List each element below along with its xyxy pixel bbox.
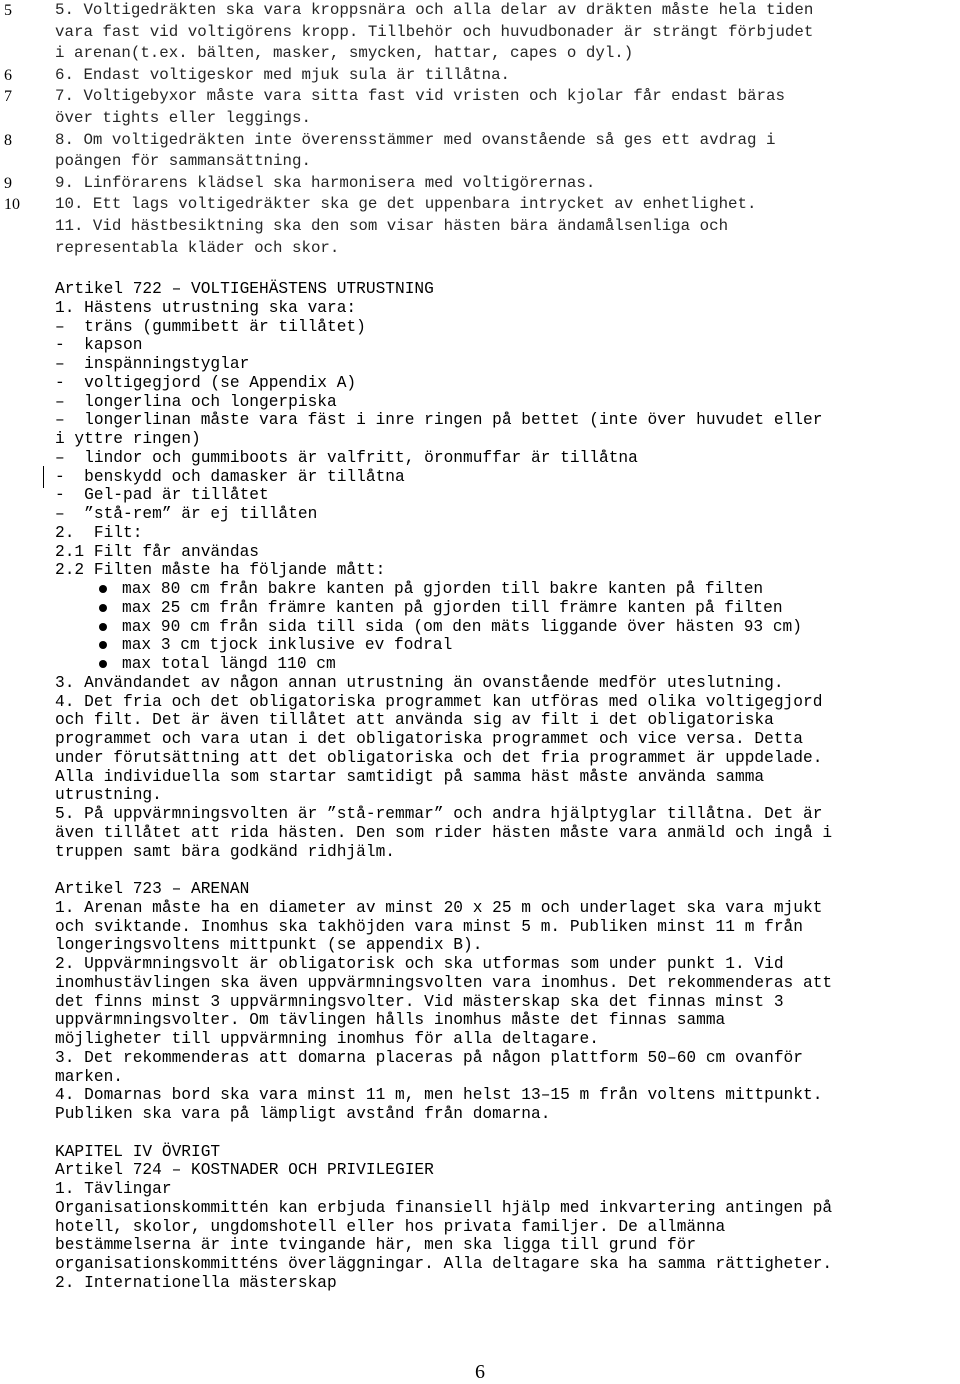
- list-item: i yttre ringen): [55, 430, 201, 448]
- article-722-heading: Artikel 722 – VOLTIGEHÄSTENS UTRUSTNING: [55, 280, 434, 298]
- text-line: under förutsättning att det obligatoriska och det fria programmet är uppdelade.: [55, 748, 823, 767]
- text-line: 2. Uppvärmningsvolt är obligatorisk och ska utformas som under punkt 1. Vid: [55, 955, 784, 973]
- text-line: 9. Linförarens klädsel ska harmonisera med voltigörernas.: [55, 173, 596, 192]
- text-line: utrustning.: [55, 786, 162, 805]
- list-item: - kapson: [55, 336, 143, 355]
- bullet-item: max total längd 110 cm: [55, 655, 960, 674]
- text-line: i arenan(t.ex. bälten, masker, smycken, hattar, capes o dyl.): [55, 44, 634, 63]
- text-line: programmet och vara utan i det obligatoriska programmet och vice versa. Detta: [55, 730, 803, 748]
- text-line: organisationskommitténs överläggningar. Alla deltagare ska ha samma rättigheter.: [55, 1255, 833, 1273]
- page-number: 6: [475, 1361, 485, 1383]
- line-number: 7: [4, 88, 12, 106]
- text-line: och sviktande. Inomhus ska takhöjden vara minst 5 m. Publiken minst 11 m från: [55, 917, 803, 936]
- text-line: longeringsvoltens mittpunkt (se appendix B).: [55, 936, 483, 955]
- bullet-item: max 25 cm från främre kanten på gjorden till främre kanten på filten: [55, 599, 960, 618]
- text-line: hotell, skolor, ungdomshotell eller hos privata familjer. De allmänna: [55, 1217, 726, 1236]
- list-item: – longerlinan måste vara fäst i inre ringen på bettet (inte över huvudet eller: [55, 411, 823, 430]
- text-line: uppvärmningsvolter. Om tävlingen hålls inomhus måste det finnas samma: [55, 1011, 726, 1030]
- text-line: möjligheter till uppvärmning inomhus för alla deltagare.: [55, 1030, 599, 1048]
- bullet-item: max 90 cm från sida till sida (om den mäts liggande över hästen 93 cm): [55, 618, 960, 637]
- article-723-heading: Artikel 723 – ARENAN: [55, 880, 250, 898]
- list-item: - Gel-pad är tillåtet: [55, 486, 269, 505]
- text-line: 1. Tävlingar: [55, 1180, 172, 1198]
- line-number: 5: [4, 2, 12, 19]
- revision-change-bar: [43, 466, 44, 488]
- text-line: inomhustävlingen ska även uppvärmningsvolten vara inomhus. Det rekommenderas att: [55, 973, 833, 992]
- text-line: Alla individuella som startar samtidigt på samma häst måste använda samma: [55, 767, 765, 786]
- text-line: marken.: [55, 1067, 123, 1086]
- text-line: 4. Det fria och det obligatoriska programmet kan utföras med olika voltigegjord: [55, 692, 823, 711]
- list-item: - benskydd och damasker är tillåtna: [55, 467, 405, 486]
- bullet-icon: [99, 585, 107, 593]
- list-item: – inspänningstyglar: [55, 355, 250, 373]
- text-line: Organisationskommittén kan erbjuda finansiell hjälp med inkvartering antingen på: [55, 1198, 833, 1217]
- line-number: 9: [4, 174, 12, 192]
- text-line: över tights eller leggings.: [55, 108, 311, 127]
- text-line: 2. Internationella mästerskap: [55, 1273, 337, 1292]
- list-item: – träns (gummibett är tillåtet): [55, 317, 366, 336]
- text-line: 2.1 Filt får användas: [55, 542, 259, 561]
- bullet-icon: [99, 623, 107, 631]
- text-line: bestämmelserna är inte tvingande här, men ska ligga till grund för: [55, 1236, 697, 1255]
- text-line: 8. Om voltigedräkten inte överensstämmer med ovanstående så ges ett avdrag i: [55, 130, 776, 149]
- text-line: även tillåtet att rida hästen. Den som rider hästen måste vara anmäld och ingå i: [55, 823, 833, 842]
- text-line: Publiken ska vara på lämpligt avstånd från domarna.: [55, 1105, 551, 1123]
- text-line: 2. Filt:: [55, 523, 143, 542]
- text-line: 6. Endast voltigeskor med mjuk sula är tillåtna.: [55, 65, 511, 84]
- line-number: 6: [4, 66, 12, 84]
- text-line: och filt. Det är även tillåtet att använda sig av filt i det obligatoriska: [55, 711, 774, 730]
- text-line: representabla kläder och skor.: [55, 238, 340, 257]
- text-line: 3. Det rekommenderas att domarna placeras på någon plattform 50–60 cm ovanför: [55, 1048, 803, 1067]
- bullet-item: max 80 cm från bakre kanten på gjorden till bakre kanten på filten: [55, 580, 960, 599]
- text-line: det finns minst 3 uppvärmningsvolter. Vid mästerskap ska det finnas minst 3: [55, 992, 784, 1011]
- text-line: 11. Vid hästbesiktning ska den som visar hästen bära ändamålsenliga och: [55, 216, 729, 235]
- line-number: 8: [4, 131, 12, 149]
- dress-rules-section: [55, 0, 960, 259]
- text-line: 4. Domarnas bord ska vara minst 11 m, men helst 13–15 m från voltens mittpunkt.: [55, 1086, 823, 1105]
- list-item: - voltigegjord (se Appendix A): [55, 373, 357, 392]
- text-line: truppen samt bära godkänd ridhjälm.: [55, 842, 395, 861]
- text-line: 1. Arenan måste ha en diameter av minst 20 x 25 m och underlaget ska vara mjukt: [55, 898, 823, 917]
- text-line: 2.2 Filten måste ha följande mått:: [55, 561, 386, 580]
- text-line: 3. Användandet av någon annan utrustning än ovanstående medför uteslutning.: [55, 673, 784, 692]
- text-line: 10. Ett lags voltigedräkter ska ge det uppenbara intrycket av enhetlighet.: [55, 195, 757, 214]
- bullet-icon: [99, 660, 107, 668]
- chapter-heading: KAPITEL IV ÖVRIGT: [55, 1142, 221, 1161]
- text-line: poängen för sammansättning.: [55, 152, 311, 171]
- text-line: 1. Hästens utrustning ska vara:: [55, 298, 357, 317]
- line-numbers: [0, 0, 30, 216]
- article-724-heading: Artikel 724 – KOSTNADER OCH PRIVILEGIER: [55, 1161, 434, 1180]
- text-line: 5. Voltigedräkten ska vara kroppsnära och alla delar av dräkten måste hela tiden: [55, 1, 814, 19]
- bullet-icon: [99, 641, 107, 649]
- list-item: – ”stå-rem” är ej tillåten: [55, 505, 318, 523]
- bullet-icon: [99, 604, 107, 612]
- bullet-item: max 3 cm tjock inklusive ev fodral: [55, 636, 960, 655]
- main-content: [55, 280, 960, 1293]
- text-line: 5. På uppvärmningsvolten är ”stå-remmar” och andra hjälptyglar tillåtna. Det är: [55, 805, 823, 823]
- line-number: 10: [4, 196, 20, 214]
- list-item: – lindor och gummiboots är valfritt, öronmuffar är tillåtna: [55, 448, 638, 467]
- text-line: vara fast vid voltigörens kropp. Tillbehör och huvudbonader är strängt förbjudet: [55, 22, 814, 41]
- list-item: – longerlina och longerpiska: [55, 392, 337, 411]
- text-line: 7. Voltigebyxor måste vara sitta fast vid vristen och kjolar får endast bäras: [55, 87, 785, 106]
